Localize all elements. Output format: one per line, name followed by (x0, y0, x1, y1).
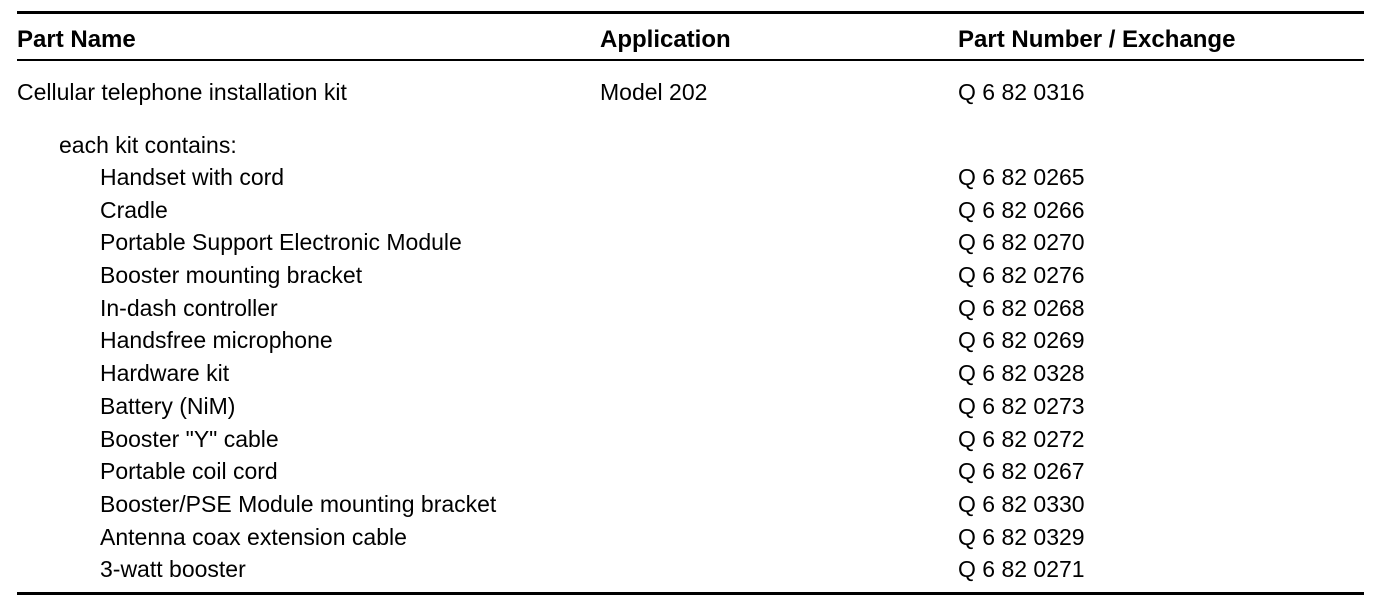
item-part-number: Q 6 82 0267 (958, 458, 1085, 485)
item-part-number: Q 6 82 0265 (958, 164, 1085, 190)
table-row (17, 555, 1364, 588)
table-row (17, 457, 1364, 490)
table-row (17, 326, 1364, 359)
item-part-name: 3-watt booster (100, 556, 246, 583)
item-part-number: Q 6 82 0328 (958, 360, 1085, 387)
kit-application: Model 202 (600, 79, 708, 105)
item-part-number: Q 6 82 0271 (958, 556, 1085, 583)
item-part-name: Hardware kit (100, 360, 230, 387)
item-part-name: In-dash controller (100, 294, 278, 321)
item-part-name: Handset with cord (100, 164, 285, 190)
table-row (17, 294, 1364, 327)
item-part-number: Q 6 82 0269 (958, 327, 1085, 354)
kit-contains-label: each kit contains: (59, 132, 237, 158)
kit-items-list (17, 163, 1364, 588)
kit-part-number: Q 6 82 0316 (958, 79, 1085, 105)
table-row (17, 163, 1364, 196)
item-part-number: Q 6 82 0330 (958, 490, 1085, 517)
header-divider-rule (17, 59, 1364, 61)
kit-part-name: Cellular telephone installation kit (17, 79, 347, 105)
item-part-name: Handsfree microphone (100, 327, 333, 354)
item-part-number: Q 6 82 0329 (958, 523, 1085, 550)
table-row (17, 490, 1364, 523)
item-part-name: Booster mounting bracket (100, 262, 363, 289)
item-part-name: Booster/PSE Module mounting bracket (100, 490, 497, 517)
table-row (17, 392, 1364, 425)
item-part-number: Q 6 82 0270 (958, 229, 1085, 256)
table-row (17, 425, 1364, 458)
item-part-number: Q 6 82 0276 (958, 262, 1085, 289)
item-part-name: Booster "Y" cable (100, 425, 279, 452)
table-bottom-rule (17, 592, 1364, 595)
table-top-rule (17, 11, 1364, 14)
item-part-name: Antenna coax extension cable (100, 523, 407, 550)
item-part-name: Battery (NiM) (100, 392, 236, 419)
header-application: Application (600, 26, 731, 53)
item-part-number: Q 6 82 0266 (958, 196, 1085, 223)
parts-table (17, 8, 1364, 600)
item-part-number: Q 6 82 0272 (958, 425, 1085, 452)
table-row (17, 196, 1364, 229)
header-part-number: Part Number / Exchange (958, 26, 1236, 53)
header-part-name: Part Name (17, 26, 136, 53)
item-part-name: Cradle (100, 196, 168, 223)
table-row (17, 261, 1364, 294)
table-row (17, 523, 1364, 556)
table-row (17, 359, 1364, 392)
item-part-name: Portable Support Electronic Module (100, 229, 462, 256)
table-row (17, 228, 1364, 261)
item-part-name: Portable coil cord (100, 458, 278, 485)
item-part-number: Q 6 82 0268 (958, 294, 1085, 321)
item-part-number: Q 6 82 0273 (958, 392, 1085, 419)
